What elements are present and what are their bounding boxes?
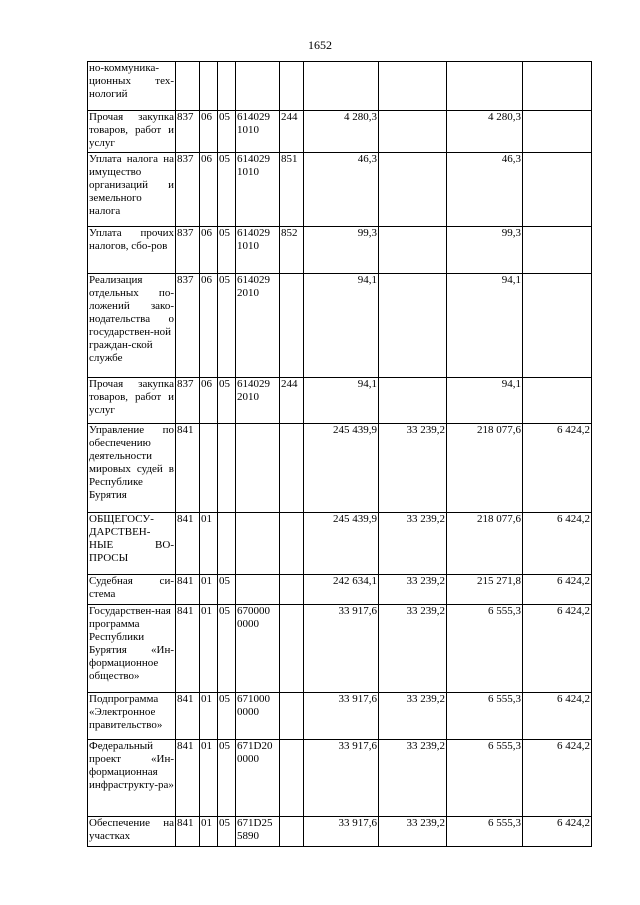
amount-col2-cell: 94,1 — [447, 274, 523, 378]
section-code-cell: 01 — [200, 817, 218, 847]
amount-col3-cell: 6 424,2 — [523, 693, 592, 740]
table-row — [88, 274, 592, 378]
amount-col2-cell: 218 077,6 — [447, 513, 523, 575]
amount-col3-cell: 6 424,2 — [523, 605, 592, 693]
subsection-code-cell — [218, 513, 236, 575]
subsection-code-cell: 05 — [218, 227, 236, 274]
page-number: 1652 — [308, 38, 332, 52]
target-article-cell — [236, 575, 280, 605]
ministry-code-cell — [176, 62, 200, 111]
target-article-part2: 1010 — [237, 124, 259, 136]
ministry-code-cell: 841 — [176, 575, 200, 605]
total-amount-cell: 245 439,9 — [304, 513, 379, 575]
section-code-cell: 06 — [200, 378, 218, 424]
amount-col1-cell — [379, 227, 447, 274]
subsection-code-cell: 05 — [218, 378, 236, 424]
amount-col2-cell: 218 077,6 — [447, 424, 523, 513]
row-name-cell: Подпрограмма «Электронное правительство» — [88, 693, 176, 740]
amount-col2-cell: 6 555,3 — [447, 605, 523, 693]
expense-type-cell — [280, 817, 304, 847]
total-amount-cell: 242 634,1 — [304, 575, 379, 605]
amount-col3-cell: 6 424,2 — [523, 575, 592, 605]
amount-col3-cell — [523, 378, 592, 424]
section-code-cell: 01 — [200, 693, 218, 740]
amount-col2-cell: 94,1 — [447, 378, 523, 424]
amount-col1-cell: 33 239,2 — [379, 424, 447, 513]
section-code-cell: 01 — [200, 575, 218, 605]
target-article-part2: 1010 — [237, 166, 259, 178]
amount-col1-cell — [379, 111, 447, 153]
amount-col3-cell — [523, 62, 592, 111]
section-code-cell — [200, 424, 218, 513]
total-amount-cell: 245 439,9 — [304, 424, 379, 513]
ministry-code-cell: 837 — [176, 274, 200, 378]
amount-col2-cell — [447, 62, 523, 111]
target-article-part1: 614029 — [237, 227, 270, 239]
subsection-code-cell: 05 — [218, 575, 236, 605]
table-row — [88, 378, 592, 424]
target-article-cell — [236, 62, 280, 111]
amount-col2-cell: 46,3 — [447, 153, 523, 227]
expense-type-cell — [280, 740, 304, 817]
total-amount-cell: 99,3 — [304, 227, 379, 274]
target-article-part2: 2010 — [237, 391, 259, 403]
row-name-cell: Реализация отдельных по-ложений зако-нодательства о государствен-ной граждан-ской службе — [88, 274, 176, 378]
expense-type-cell: 851 — [280, 153, 304, 227]
target-article-cell — [236, 378, 280, 424]
amount-col1-cell: 33 239,2 — [379, 605, 447, 693]
target-article-cell — [236, 227, 280, 274]
amount-col1-cell — [379, 274, 447, 378]
target-article-cell — [236, 153, 280, 227]
subsection-code-cell: 05 — [218, 817, 236, 847]
total-amount-cell — [304, 62, 379, 111]
subsection-code-cell: 05 — [218, 605, 236, 693]
target-article-cell — [236, 693, 280, 740]
row-name-cell: ОБЩЕГОСУ-ДАРСТВЕН-НЫЕ ВО-ПРОСЫ — [88, 513, 176, 575]
amount-col1-cell: 33 239,2 — [379, 693, 447, 740]
amount-col3-cell: 6 424,2 — [523, 424, 592, 513]
row-name-cell: Прочая закупка товаров, работ и услуг — [88, 111, 176, 153]
amount-col3-cell — [523, 227, 592, 274]
target-article-part1: 671D25 — [237, 817, 273, 829]
target-article-cell — [236, 740, 280, 817]
amount-col1-cell — [379, 62, 447, 111]
expense-type-cell: 244 — [280, 378, 304, 424]
table-row — [88, 153, 592, 227]
target-article-part1: 670000 — [237, 605, 270, 617]
ministry-code-cell: 841 — [176, 693, 200, 740]
target-article-part1: 614029 — [237, 153, 270, 165]
amount-col3-cell — [523, 153, 592, 227]
ministry-code-cell: 837 — [176, 111, 200, 153]
expense-type-cell — [280, 693, 304, 740]
ministry-code-cell: 841 — [176, 817, 200, 847]
expense-type-cell — [280, 605, 304, 693]
row-name-cell: Уплата прочих налогов, сбо-ров — [88, 227, 176, 274]
budget-table — [87, 61, 592, 847]
section-code-cell: 06 — [200, 274, 218, 378]
ministry-code-cell: 837 — [176, 227, 200, 274]
row-name-cell: Обеспечение на участках — [88, 817, 176, 847]
total-amount-cell: 4 280,3 — [304, 111, 379, 153]
target-article-part1: 614029 — [237, 111, 270, 123]
total-amount-cell: 46,3 — [304, 153, 379, 227]
section-code-cell: 06 — [200, 153, 218, 227]
amount-col3-cell — [523, 111, 592, 153]
table-row — [88, 817, 592, 847]
subsection-code-cell — [218, 62, 236, 111]
target-article-part2: 5890 — [237, 830, 259, 842]
subsection-code-cell: 05 — [218, 153, 236, 227]
section-code-cell: 06 — [200, 227, 218, 274]
ministry-code-cell: 841 — [176, 424, 200, 513]
total-amount-cell: 33 917,6 — [304, 740, 379, 817]
total-amount-cell: 33 917,6 — [304, 817, 379, 847]
target-article-part1: 671000 — [237, 693, 270, 705]
amount-col3-cell: 6 424,2 — [523, 513, 592, 575]
ministry-code-cell: 841 — [176, 740, 200, 817]
amount-col3-cell: 6 424,2 — [523, 817, 592, 847]
amount-col2-cell: 215 271,8 — [447, 575, 523, 605]
section-code-cell: 06 — [200, 111, 218, 153]
table-row — [88, 605, 592, 693]
table-row — [88, 513, 592, 575]
table-row — [88, 740, 592, 817]
ministry-code-cell: 837 — [176, 378, 200, 424]
expense-type-cell — [280, 424, 304, 513]
table-row — [88, 424, 592, 513]
total-amount-cell: 33 917,6 — [304, 605, 379, 693]
target-article-cell — [236, 513, 280, 575]
target-article-cell — [236, 424, 280, 513]
expense-type-cell — [280, 513, 304, 575]
amount-col2-cell: 6 555,3 — [447, 817, 523, 847]
row-name-cell: Уплата налога на имущество организаций и земельного налога — [88, 153, 176, 227]
section-code-cell: 01 — [200, 605, 218, 693]
amount-col2-cell: 4 280,3 — [447, 111, 523, 153]
amount-col2-cell: 6 555,3 — [447, 740, 523, 817]
subsection-code-cell: 05 — [218, 693, 236, 740]
table-row — [88, 575, 592, 605]
target-article-part1: 614029 — [237, 274, 270, 286]
target-article-part1: 671D20 — [237, 740, 273, 752]
total-amount-cell: 33 917,6 — [304, 693, 379, 740]
target-article-cell — [236, 111, 280, 153]
table-row — [88, 693, 592, 740]
subsection-code-cell — [218, 424, 236, 513]
section-code-cell: 01 — [200, 740, 218, 817]
amount-col2-cell: 99,3 — [447, 227, 523, 274]
expense-type-cell — [280, 575, 304, 605]
ministry-code-cell: 841 — [176, 513, 200, 575]
ministry-code-cell: 837 — [176, 153, 200, 227]
expense-type-cell: 852 — [280, 227, 304, 274]
target-article-part2: 0000 — [237, 618, 259, 630]
expense-type-cell — [280, 62, 304, 111]
section-code-cell: 01 — [200, 513, 218, 575]
row-name-cell: но-коммуника-ционных тех-нологий — [88, 62, 176, 111]
subsection-code-cell: 05 — [218, 111, 236, 153]
amount-col1-cell: 33 239,2 — [379, 513, 447, 575]
total-amount-cell: 94,1 — [304, 274, 379, 378]
row-name-cell: Прочая закупка товаров, работ и услуг — [88, 378, 176, 424]
section-code-cell — [200, 62, 218, 111]
amount-col1-cell — [379, 153, 447, 227]
target-article-cell — [236, 274, 280, 378]
target-article-part2: 1010 — [237, 240, 259, 252]
target-article-part2: 0000 — [237, 753, 259, 765]
amount-col1-cell: 33 239,2 — [379, 575, 447, 605]
amount-col3-cell — [523, 274, 592, 378]
expense-type-cell — [280, 274, 304, 378]
total-amount-cell: 94,1 — [304, 378, 379, 424]
amount-col1-cell: 33 239,2 — [379, 740, 447, 817]
amount-col1-cell — [379, 378, 447, 424]
subsection-code-cell: 05 — [218, 274, 236, 378]
target-article-cell — [236, 605, 280, 693]
table-row — [88, 227, 592, 274]
table-row — [88, 111, 592, 153]
expense-type-cell: 244 — [280, 111, 304, 153]
table-row — [88, 62, 592, 111]
row-name-cell: Государствен-ная программа Республики Бурятия «Ин-формационное общество» — [88, 605, 176, 693]
target-article-part2: 2010 — [237, 287, 259, 299]
ministry-code-cell: 841 — [176, 605, 200, 693]
target-article-part1: 614029 — [237, 378, 270, 390]
row-name-cell: Управление по обеспечению деятельности мировых судей в Республике Бурятия — [88, 424, 176, 513]
target-article-part2: 0000 — [237, 706, 259, 718]
row-name-cell: Судебная си-стема — [88, 575, 176, 605]
amount-col1-cell: 33 239,2 — [379, 817, 447, 847]
row-name-cell: Федеральный проект «Ин-формационная инфраструкту-ра» — [88, 740, 176, 817]
target-article-cell — [236, 817, 280, 847]
amount-col3-cell: 6 424,2 — [523, 740, 592, 817]
subsection-code-cell: 05 — [218, 740, 236, 817]
amount-col2-cell: 6 555,3 — [447, 693, 523, 740]
